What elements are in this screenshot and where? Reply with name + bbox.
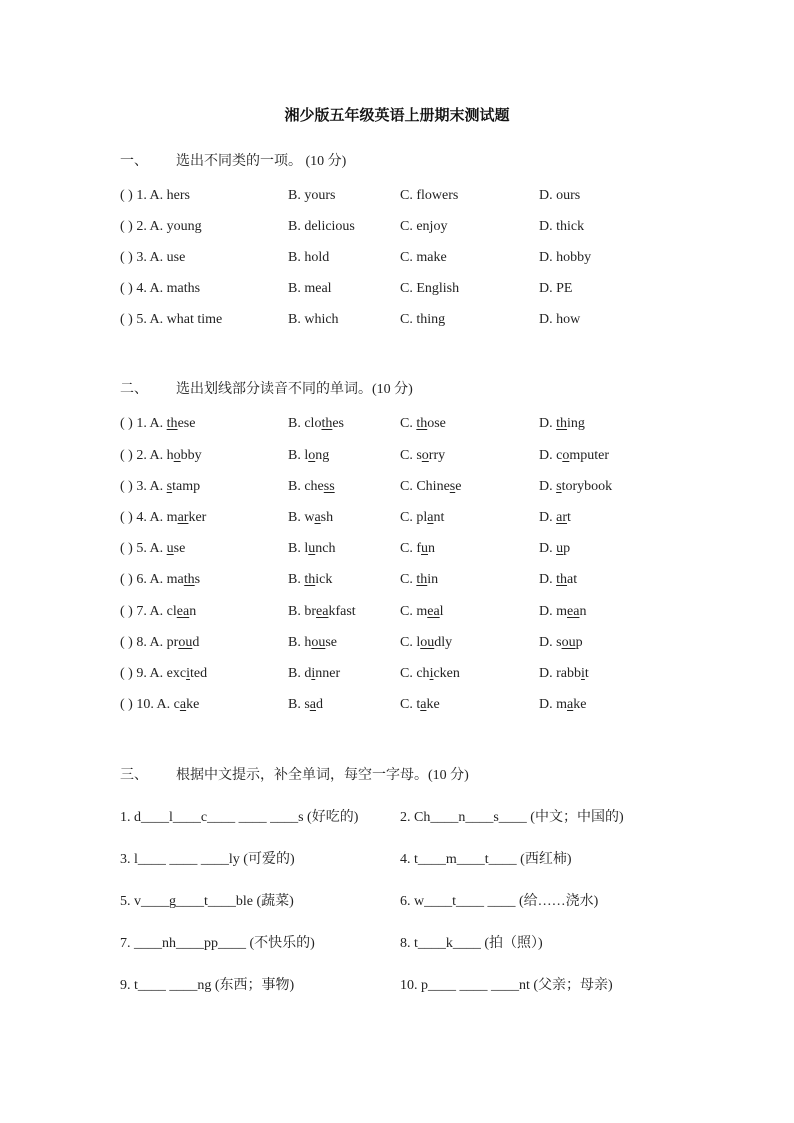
option-d: D. ours (539, 188, 581, 203)
word-part: nner (315, 666, 341, 681)
fill-item-left: 5. v____g____t____ble (蔬菜) (120, 894, 294, 909)
section-2-instruction: 选出划线部分读音不同的单词。 (176, 382, 372, 397)
option-b (288, 479, 335, 495)
option-d (539, 635, 583, 651)
underlined-part: ou (420, 635, 435, 650)
fill-row (120, 890, 680, 912)
underlined-part: a (309, 697, 317, 712)
underlined-part: ea (427, 604, 440, 619)
word-part: ted (189, 666, 208, 681)
section-1-points: (10 分) (305, 154, 347, 169)
fill-item-left: 9. t____ ____ng (东西；事物) (120, 978, 295, 993)
question-row (120, 416, 720, 436)
word-part: C. Chine (400, 479, 450, 494)
section-2-points: (10 分) (372, 382, 413, 397)
option-b (288, 635, 337, 651)
option-c (400, 479, 461, 495)
option-a (120, 448, 202, 464)
section-1-number: 一、 (120, 154, 148, 169)
word-part: nt (433, 510, 445, 525)
word-part: ng (315, 448, 330, 463)
word-part: B. l (288, 541, 309, 556)
fill-row (120, 974, 680, 996)
question-row (120, 510, 720, 530)
option-c (400, 635, 452, 651)
word-part: ( ) 10. A. c (120, 697, 180, 712)
fill-item-right: 6. w____t____ ____ (给……浇水) (400, 894, 599, 909)
word-part: ick (315, 572, 333, 587)
underlined-part: th (183, 572, 195, 587)
option-b (288, 572, 332, 588)
question-row (120, 666, 720, 686)
word-part: rry (428, 448, 446, 463)
option-a: ( ) 1. A. hers (120, 188, 190, 203)
option-d (539, 666, 589, 682)
word-part: p (575, 635, 583, 650)
word-part: se (173, 541, 186, 556)
question-row (120, 479, 720, 499)
option-a (120, 697, 199, 713)
underlined-part: u (556, 541, 564, 556)
question-row (120, 281, 720, 301)
word-part: C. s (400, 448, 422, 463)
word-part: ( ) 3. A. (120, 479, 167, 494)
word-part: ( ) 7. A. cl (120, 604, 177, 619)
underlined-part: i (581, 666, 585, 681)
underlined-part: th (304, 572, 316, 587)
word-part: d (316, 697, 324, 712)
option-c: C. enjoy (400, 219, 448, 234)
word-part: C. m (400, 604, 428, 619)
section-2-heading (120, 378, 413, 398)
underlined-part: ou (311, 635, 326, 650)
word-part: t (567, 510, 571, 525)
underlined-part: ou (561, 635, 576, 650)
word-part: se (325, 635, 338, 650)
option-b (288, 604, 356, 620)
word-part: D. rabb (539, 666, 581, 681)
word-part: ke (186, 697, 200, 712)
option-a (120, 416, 195, 432)
underlined-part: a (427, 510, 434, 525)
word-part: C. t (400, 697, 421, 712)
option-d (539, 510, 571, 526)
underlined-part: ea (316, 604, 329, 619)
word-part: B. br (288, 604, 316, 619)
option-d (539, 541, 570, 557)
option-d (539, 448, 609, 464)
option-a (120, 635, 199, 651)
option-b (288, 697, 323, 713)
option-b (288, 541, 335, 557)
option-d (539, 572, 577, 588)
option-b: B. yours (288, 188, 336, 203)
underlined-part: th (416, 416, 428, 431)
underlined-part: th (556, 572, 568, 587)
option-a (120, 604, 196, 620)
underlined-part: a (314, 510, 321, 525)
option-c (400, 572, 438, 588)
word-part: B. d (288, 666, 312, 681)
word-part: B. (288, 572, 305, 587)
option-d (539, 697, 586, 713)
word-part: at (567, 572, 578, 587)
section-3-number: 三、 (120, 768, 148, 783)
word-part: D. m (539, 697, 567, 712)
word-part: ( ) 1. A. (120, 416, 167, 431)
option-c (400, 697, 440, 713)
option-b: B. which (288, 312, 339, 327)
word-part: ( ) 2. A. h (120, 448, 174, 463)
question-row (120, 312, 720, 332)
fill-row (120, 932, 680, 954)
option-a (120, 572, 200, 588)
word-part: D. (539, 572, 557, 587)
section-3-points: (10 分) (428, 768, 469, 783)
option-b: B. hold (288, 250, 330, 265)
word-part: t (584, 666, 589, 681)
word-part: n (579, 604, 587, 619)
option-c: C. make (400, 250, 447, 265)
underlined-part: o (562, 448, 570, 463)
option-c: C. English (400, 281, 460, 296)
word-part: bby (180, 448, 202, 463)
word-part: C. (400, 572, 417, 587)
question-row (120, 250, 720, 270)
option-b (288, 666, 340, 682)
underlined-part: ou (178, 635, 193, 650)
underlined-part: u (166, 541, 174, 556)
word-part: B. w (288, 510, 315, 525)
question-row (120, 448, 720, 468)
fill-item-right: 10. p____ ____ ____nt (父亲；母亲) (400, 978, 613, 993)
word-part: e (455, 479, 462, 494)
word-part: C. (400, 416, 417, 431)
word-part: B. l (288, 448, 309, 463)
underlined-part: ar (556, 510, 568, 525)
question-row (120, 572, 720, 592)
underlined-part: ea (567, 604, 580, 619)
section-1-heading (120, 150, 346, 170)
underlined-part: s (556, 479, 562, 494)
fill-row (120, 806, 680, 828)
section-3-heading (120, 764, 469, 784)
question-row (120, 635, 720, 655)
option-c (400, 604, 444, 620)
option-a (120, 510, 206, 526)
section-3-instruction: 根据中文提示，补全单词，每空一字母。 (176, 768, 428, 783)
word-part: C. l (400, 635, 421, 650)
underlined-part: th (166, 416, 178, 431)
question-row (120, 604, 720, 624)
page-title: 湘少版五年级英语上册期末测试题 (284, 108, 510, 124)
underlined-part: u (421, 541, 428, 556)
word-part: D. (539, 416, 557, 431)
option-c: C. thing (400, 312, 446, 327)
word-part: D. m (539, 604, 567, 619)
word-part: C. ch (400, 666, 430, 681)
word-part: nch (315, 541, 336, 556)
fill-item-left: 1. d____l____c____ ____ ____s (好吃的) (120, 810, 359, 825)
word-part: ( ) 8. A. pr (120, 635, 179, 650)
question-row (120, 188, 720, 208)
word-part: kfast (328, 604, 356, 619)
word-part: ing (567, 416, 585, 431)
word-part: d (192, 635, 200, 650)
option-d: D. thick (539, 219, 585, 234)
word-part: B. clo (288, 416, 322, 431)
section-1-instruction: 选出不同类的一项。 (176, 154, 302, 169)
word-part: p (563, 541, 571, 556)
word-part: n (189, 604, 197, 619)
word-part: D. c (539, 448, 563, 463)
option-b (288, 448, 329, 464)
word-part: sh (320, 510, 334, 525)
option-a (120, 666, 207, 682)
option-c (400, 541, 435, 557)
word-part: D. (539, 510, 557, 525)
option-d: D. hobby (539, 250, 592, 265)
underlined-part: i (311, 666, 316, 681)
fill-item-left: 3. l____ ____ ____ly (可爱的) (120, 852, 295, 867)
fill-row (120, 848, 680, 870)
option-d: D. how (539, 312, 581, 327)
fill-item-right: 4. t____m____t____ (西红柿) (400, 852, 572, 867)
option-a: ( ) 5. A. what time (120, 312, 223, 327)
word-part: B. h (288, 635, 312, 650)
word-part: s (194, 572, 201, 587)
section-2-number: 二、 (120, 382, 148, 397)
word-part: D. (539, 479, 557, 494)
option-a: ( ) 4. A. maths (120, 281, 201, 296)
option-a: ( ) 2. A. young (120, 219, 202, 234)
question-row (120, 697, 720, 717)
option-c (400, 510, 444, 526)
word-part: cken (433, 666, 460, 681)
word-part: tamp (172, 479, 201, 494)
option-c (400, 666, 460, 682)
underlined-part: s (166, 479, 173, 494)
underlined-part: th (556, 416, 568, 431)
word-part: ( ) 6. A. ma (120, 572, 184, 587)
underlined-part: o (173, 448, 181, 463)
word-part: D. s (539, 635, 562, 650)
underlined-part: o (421, 448, 429, 463)
option-c (400, 416, 446, 432)
word-part: C. f (400, 541, 421, 556)
option-c (400, 448, 445, 464)
word-part: B. s (288, 697, 310, 712)
underlined-part: th (416, 572, 428, 587)
option-a (120, 541, 185, 557)
underlined-part: ar (177, 510, 189, 525)
word-part: es (332, 416, 345, 431)
word-part: ( ) 4. A. m (120, 510, 178, 525)
word-part: ke (573, 697, 587, 712)
option-c: C. flowers (400, 188, 459, 203)
word-part: dly (434, 635, 453, 650)
option-a (120, 479, 200, 495)
option-b: B. delicious (288, 219, 355, 234)
underlined-part: s (449, 479, 456, 494)
option-d (539, 479, 612, 495)
word-part: C. pl (400, 510, 428, 525)
fill-item-right: 8. t____k____ (拍（照）) (400, 936, 543, 951)
underlined-part: o (308, 448, 316, 463)
word-part: ( ) 5. A. (120, 541, 167, 556)
option-b: B. meal (288, 281, 332, 296)
underlined-part: a (179, 697, 187, 712)
underlined-part: u (308, 541, 316, 556)
word-part: l (439, 604, 444, 619)
option-b (288, 416, 344, 432)
word-part: mputer (569, 448, 609, 463)
underlined-part: ss (323, 479, 335, 494)
word-part: D. (539, 541, 557, 556)
option-b (288, 510, 333, 526)
word-part: in (427, 572, 439, 587)
word-part: B. che (288, 479, 324, 494)
fill-item-left: 7. ____nh____pp____ (不快乐的) (120, 936, 315, 951)
underlined-part: th (321, 416, 333, 431)
underlined-part: a (567, 697, 574, 712)
word-part: n (428, 541, 435, 556)
word-part: ( ) 9. A. exc (120, 666, 187, 681)
option-d (539, 604, 586, 620)
underlined-part: i (186, 666, 190, 681)
fill-item-right: 2. Ch____n____s____ (中文；中国的) (400, 810, 624, 825)
word-part: ke (426, 697, 440, 712)
word-part: ese (177, 416, 196, 431)
question-row (120, 219, 720, 239)
question-row (120, 541, 720, 561)
word-part: ker (188, 510, 207, 525)
underlined-part: a (420, 697, 427, 712)
word-part: ose (427, 416, 446, 431)
option-d (539, 416, 585, 432)
option-d: D. PE (539, 281, 573, 296)
underlined-part: ea (176, 604, 190, 619)
underlined-part: i (429, 666, 434, 681)
option-a: ( ) 3. A. use (120, 250, 186, 265)
word-part: torybook (561, 479, 613, 494)
